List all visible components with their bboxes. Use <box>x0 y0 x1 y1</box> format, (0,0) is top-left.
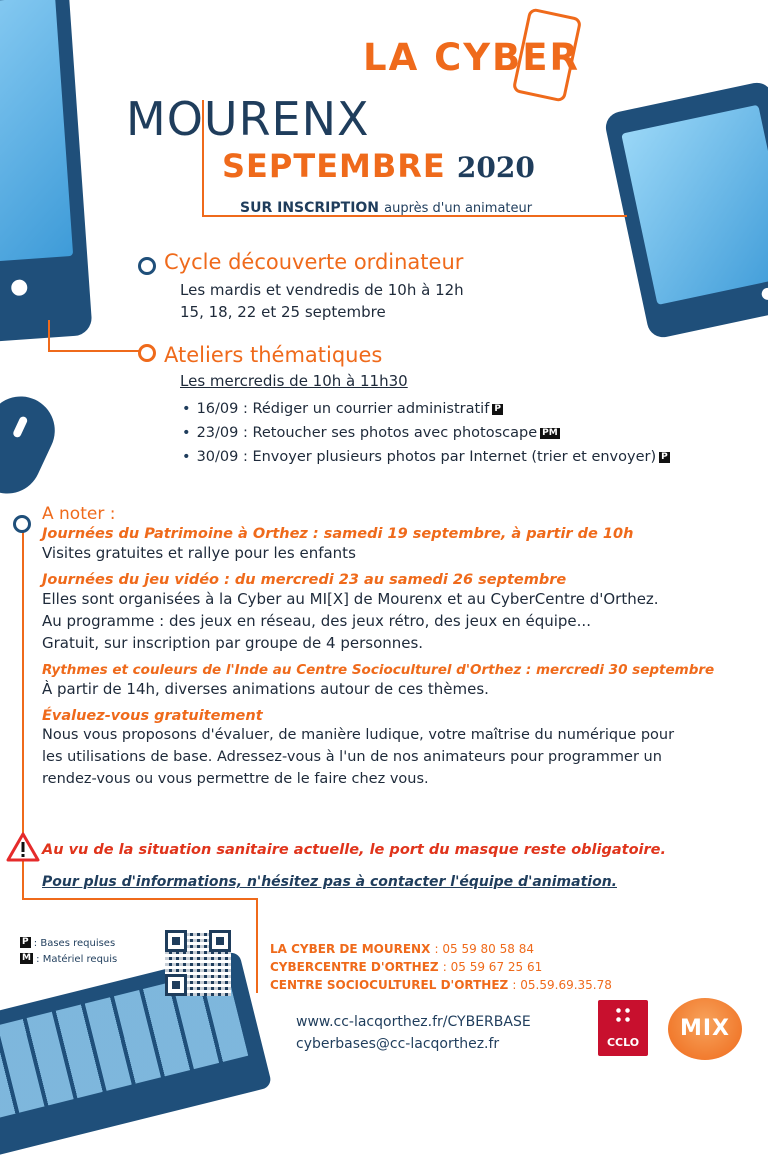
notes-heading: A noter : <box>42 504 116 524</box>
warning-icon <box>6 832 40 862</box>
list-item: • 30/09 : Envoyer plusieurs photos par Internet (trier et envoyer) P <box>182 449 668 465</box>
legend-key: M <box>22 953 31 963</box>
note-block <box>42 572 762 654</box>
contact-phone: : 05 59 80 58 84 <box>434 942 534 956</box>
footer-url[interactable]: www.cc-lacqorthez.fr/CYBERBASE <box>296 1014 531 1030</box>
keyboard-illustration <box>0 951 272 1159</box>
legend-key: P <box>22 937 29 947</box>
connector-line <box>256 898 258 993</box>
contacts <box>270 940 612 994</box>
note-block <box>42 662 762 700</box>
connector-line <box>48 350 143 352</box>
note-body: Au programme : des jeux en réseau, des jeux rétro, des jeux en équipe... <box>42 612 591 630</box>
cclo-logo <box>598 1000 648 1056</box>
cclo-dots <box>614 1006 632 1024</box>
mix-label: MIX <box>679 1016 731 1041</box>
warning-text: Au vu de la situation sanitaire actuelle, le port du masque reste obligatoire. <box>42 842 666 858</box>
year-label: 2020 <box>456 151 535 184</box>
mouse-wheel <box>12 415 29 438</box>
requirement-badge: P <box>494 404 501 414</box>
note-body: Nous vous proposons d'évaluer, de manière ludique, votre maîtrise du numérique pour <box>42 727 675 743</box>
info-text: Pour plus d'informations, n'hésitez pas à contacter l'équipe d'animation. <box>42 874 617 890</box>
requirement-badge: P <box>661 452 668 462</box>
contact-name: CENTRE SOCIOCULTUREL D'ORTHEZ <box>270 978 509 992</box>
contact-row <box>270 940 612 958</box>
cycle-line2: 15, 18, 22 et 25 septembre <box>180 303 386 321</box>
qr-code[interactable] <box>165 930 231 996</box>
cclo-label: CCLO <box>606 1036 640 1049</box>
note-body: Elles sont organisées à la Cyber au MI[X] de Mourenx et au CyberCentre d'Orthez. <box>42 590 659 608</box>
note-body: À partir de 14h, diverses animations autour de ces thèmes. <box>42 680 489 698</box>
footer-email[interactable]: cyberbases@cc-lacqorthez.fr <box>296 1036 500 1052</box>
ateliers-subtitle: Les mercredis de 10h à 11h30 <box>180 372 408 390</box>
section-bullet-icon <box>138 344 156 362</box>
cycle-line1: Les mardis et vendredis de 10h à 12h <box>180 281 464 299</box>
list-item: • 23/09 : Retoucher ses photos avec photoscape PM <box>182 425 558 441</box>
tablet-screen-right <box>621 105 768 305</box>
tablet-illustration-right <box>603 80 768 340</box>
inscription-line <box>240 197 532 216</box>
tablet-illustration-left <box>0 0 93 344</box>
tablet-button <box>11 279 28 296</box>
list-item-text: 16/09 : Rédiger un courrier administratif <box>196 401 490 417</box>
connector-line <box>48 320 50 352</box>
list-item-text: 23/09 : Retoucher ses photos avec photoscape <box>196 425 538 441</box>
ateliers-title: Ateliers thématiques <box>164 343 383 367</box>
cycle-title: Cycle découverte ordinateur <box>164 250 464 274</box>
notes-section <box>42 526 762 790</box>
mix-logo <box>668 998 742 1060</box>
qr-finder <box>209 930 231 952</box>
connector-line <box>22 898 258 900</box>
note-body: Gratuit, sur inscription par groupe de 4 personnes. <box>42 634 424 652</box>
note-body: Visites gratuites et rallye pour les enfants <box>42 544 356 562</box>
section-bullet-icon <box>138 257 156 275</box>
requirement-badge: PM <box>542 428 558 438</box>
contact-name: CYBERCENTRE D'ORTHEZ <box>270 960 439 974</box>
note-title: Journées du jeu vidéo : du mercredi 23 au samedi 26 septembre <box>42 572 567 588</box>
note-title: Journées du Patrimoine à Orthez : samedi 19 septembre, à partir de 10h <box>42 526 634 542</box>
mouse-illustration <box>0 385 66 504</box>
contact-name: LA CYBER DE MOURENX <box>270 942 431 956</box>
tablet-button-right <box>761 287 768 301</box>
contact-row <box>270 958 612 976</box>
month-title <box>222 147 535 185</box>
legend-label: : Bases requises <box>33 938 116 949</box>
legend <box>20 936 117 968</box>
note-title: Évaluez-vous gratuitement <box>42 708 263 724</box>
ateliers-list <box>182 397 670 469</box>
legend-item <box>20 952 117 968</box>
qr-finder <box>165 974 187 996</box>
note-title: Rythmes et couleurs de l'Inde au Centre Socioculturel d'Orthez : mercredi 30 septembre <box>42 662 715 678</box>
contact-row <box>270 976 612 994</box>
qr-finder <box>165 930 187 952</box>
contact-phone: : 05.59.69.35.78 <box>512 978 612 992</box>
contact-phone: : 05 59 67 25 61 <box>442 960 543 974</box>
note-block <box>42 708 762 790</box>
note-body: les utilisations de base. Adressez-vous à l'un de nos animateurs pour programmer un <box>42 749 662 765</box>
brand-title: LA CYBER <box>363 36 581 79</box>
inscription-bold: SUR INSCRIPTION <box>240 200 380 216</box>
city-title: MOURENX <box>126 92 370 146</box>
section-bullet-icon <box>13 515 31 533</box>
month-label: SEPTEMBRE <box>222 147 446 185</box>
note-body: rendez-vous ou vous permettre de le faire chez vous. <box>42 771 429 787</box>
list-item: • 16/09 : Rédiger un courrier administratif P <box>182 401 501 417</box>
list-item-text: 30/09 : Envoyer plusieurs photos par Internet (trier et envoyer) <box>196 449 657 465</box>
note-block <box>42 526 762 564</box>
inscription-rest: auprès d'un animateur <box>384 201 533 216</box>
tablet-screen <box>0 0 73 264</box>
legend-label: : Matériel requis <box>36 954 118 965</box>
legend-item <box>20 936 117 952</box>
